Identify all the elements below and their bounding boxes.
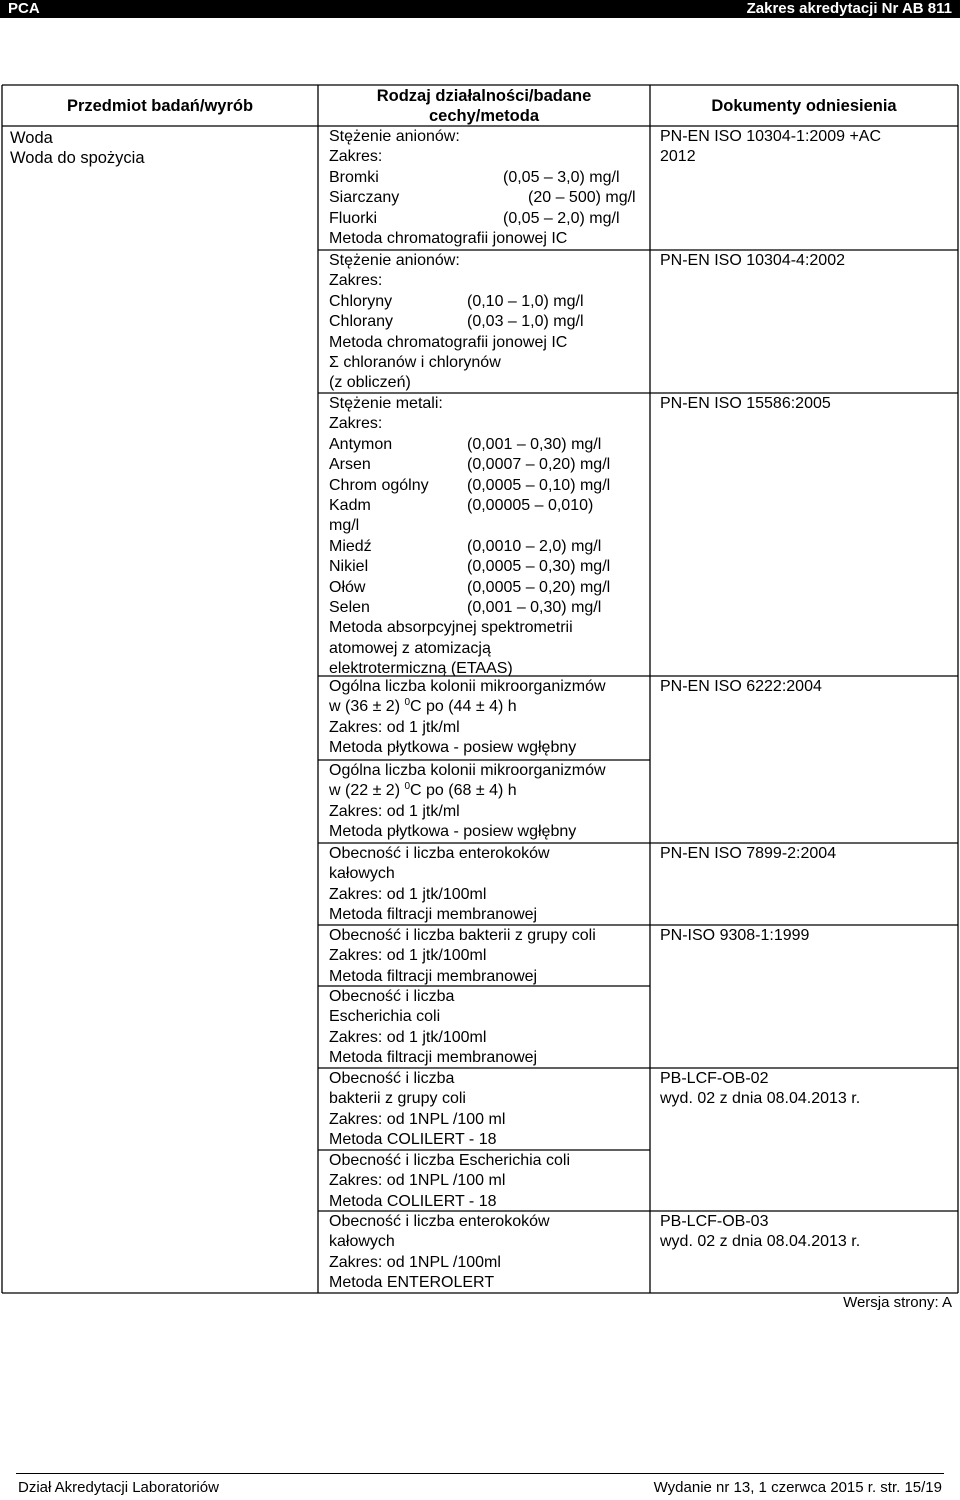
- reference-document-line: PN-EN ISO 15586:2005: [660, 395, 831, 412]
- activity-text-cont: C po (44 ± 4) h: [410, 698, 517, 716]
- reference-document-line: wyd. 02 z dnia 08.04.2013 r.: [660, 1090, 861, 1108]
- activity-text: Ogólna liczba kolonii mikroorganizmów: [329, 762, 606, 779]
- activity-line: [329, 618, 645, 638]
- activity-line: [329, 516, 645, 536]
- activity-line: [329, 1110, 645, 1130]
- reference-document-cell: [660, 127, 954, 168]
- activity-text: kałowych: [329, 865, 395, 883]
- activity-text: Obecność i liczba enterokoków: [329, 845, 550, 862]
- activity-line: [329, 271, 645, 291]
- activity-line: [329, 373, 645, 393]
- activity-line: [329, 578, 645, 598]
- activity-text: atomowej z atomizacją: [329, 639, 491, 657]
- activity-text: Metoda COLILERT - 18: [329, 1192, 497, 1210]
- reference-document-cell: [660, 844, 954, 864]
- page-version: Wersja strony: A: [843, 1294, 952, 1311]
- activity-text: Escherichia coli: [329, 1008, 441, 1026]
- activity-cell: [329, 761, 645, 843]
- activity-text: Zakres: od 1 jtk/ml: [329, 718, 460, 736]
- activity-text: Stężenie metali:: [329, 395, 443, 412]
- activity-cell: [329, 926, 645, 987]
- activity-text: Chloryny: [329, 292, 393, 310]
- activity-text: Kadm: [329, 496, 371, 514]
- subject-cell: [10, 128, 145, 169]
- range-value: (20 – 500) mg/l: [528, 189, 636, 207]
- header-bar: [0, 0, 960, 18]
- activity-line: [329, 885, 645, 905]
- activity-text: Zakres: od 1NPL /100ml: [329, 1253, 501, 1271]
- activity-text: Zakres: od 1NPL /100 ml: [329, 1110, 506, 1128]
- reference-document-line: 2012: [660, 148, 696, 166]
- activity-cell: [329, 1069, 645, 1151]
- activity-line: [329, 333, 645, 353]
- activity-line: [329, 209, 645, 229]
- reference-document-cell: [660, 677, 954, 697]
- activity-text: Metoda filtracji membranowej: [329, 1049, 538, 1067]
- activity-line: [329, 312, 645, 332]
- activity-line: [329, 697, 645, 717]
- activity-text: Zakres:: [329, 272, 383, 290]
- activity-line: [329, 1273, 645, 1293]
- activity-cell: [329, 251, 645, 394]
- reference-document-cell: [660, 1069, 954, 1110]
- activity-text: Nikiel: [329, 558, 369, 576]
- activity-line: [329, 677, 645, 697]
- activity-text: Metoda filtracji membranowej: [329, 906, 538, 924]
- activity-text: Stężenie anionów:: [329, 252, 460, 269]
- reference-document-line: PN-EN ISO 10304-4:2002: [660, 252, 845, 269]
- activity-text: Selen: [329, 598, 370, 616]
- range-value: (0,05 – 2,0) mg/l: [503, 209, 620, 227]
- activity-line: [329, 1130, 645, 1150]
- activity-line: [329, 188, 645, 208]
- activity-cell: [329, 394, 645, 679]
- activity-text: Antymon: [329, 435, 393, 453]
- activity-text: Obecność i liczba: [329, 1070, 455, 1087]
- range-value: (0,0005 – 0,20) mg/l: [467, 578, 611, 596]
- activity-text: mg/l: [329, 517, 360, 535]
- activity-text: Zakres:: [329, 148, 383, 166]
- column-header-activity: Rodzaj działalności/badane cechy/metoda: [376, 87, 592, 125]
- reference-document-line: PB-LCF-OB-03: [660, 1213, 769, 1230]
- activity-text: Metoda COLILERT - 18: [329, 1131, 497, 1149]
- activity-line: [329, 761, 645, 781]
- activity-text: w (22 ± 2): [329, 782, 405, 800]
- activity-line: [329, 557, 645, 577]
- footer-edition: Wydanie nr 13, 1 czerwca 2015 r. str. 15/19: [653, 1479, 942, 1496]
- activity-cell: [329, 844, 645, 926]
- activity-line: [329, 844, 645, 864]
- activity-text: Metoda płytkowa - posiew wgłębny: [329, 823, 577, 841]
- activity-line: [329, 353, 645, 373]
- reference-document-line: PN-ISO 9308-1:1999: [660, 927, 810, 944]
- subject-line: Woda do spożycia: [10, 149, 145, 168]
- activity-cell: [329, 127, 645, 249]
- activity-line: [329, 967, 645, 987]
- activity-line: [329, 905, 645, 925]
- activity-text: Arsen: [329, 456, 371, 474]
- header-title: Zakres akredytacji Nr AB 811: [746, 0, 952, 17]
- activity-line: [329, 127, 645, 147]
- activity-text: Chlorany: [329, 313, 394, 331]
- activity-line: [329, 864, 645, 884]
- activity-cell: [329, 677, 645, 759]
- activity-text: Stężenie anionów:: [329, 128, 460, 145]
- activity-text: Zakres: od 1 jtk/100ml: [329, 885, 487, 903]
- degree-superscript: 0: [404, 697, 411, 709]
- subject-line: Woda: [10, 129, 53, 147]
- activity-text: Fluorki: [329, 209, 378, 227]
- activity-line: [329, 1089, 645, 1109]
- activity-line: [329, 496, 645, 516]
- activity-line: [329, 781, 645, 801]
- activity-line: [329, 147, 645, 167]
- activity-text: elektrotermiczną (ETAAS): [329, 660, 513, 678]
- activity-line: [329, 802, 645, 822]
- activity-text: Obecność i liczba bakterii z grupy coli: [329, 927, 596, 944]
- activity-line: [329, 926, 645, 946]
- activity-text: Metoda ENTEROLERT: [329, 1274, 495, 1292]
- activity-text: Obecność i liczba: [329, 988, 455, 1005]
- activity-cell: [329, 1212, 645, 1294]
- activity-line: [329, 1253, 645, 1273]
- activity-text: kałowych: [329, 1233, 395, 1251]
- footer-department: Dział Akredytacji Laboratoriów: [18, 1479, 219, 1496]
- activity-line: [329, 476, 645, 496]
- reference-document-cell: [660, 394, 954, 414]
- activity-text: Obecność i liczba enterokoków: [329, 1213, 550, 1230]
- range-value: (0,10 – 1,0) mg/l: [467, 292, 584, 310]
- activity-line: [329, 946, 645, 966]
- activity-line: [329, 394, 645, 414]
- range-value: (0,0007 – 0,20) mg/l: [467, 456, 611, 474]
- activity-line: [329, 598, 645, 618]
- range-value: (0,0010 – 2,0) mg/l: [467, 537, 602, 555]
- activity-text: Obecność i liczba Escherichia coli: [329, 1152, 570, 1169]
- activity-text: Zakres: od 1 jtk/100ml: [329, 947, 487, 965]
- reference-document-line: PN-EN ISO 10304-1:2009 +AC: [660, 128, 882, 145]
- activity-line: [329, 987, 645, 1007]
- range-value: (0,001 – 0,30) mg/l: [467, 598, 602, 616]
- reference-document-cell: [660, 926, 954, 946]
- degree-superscript: 0: [404, 781, 411, 793]
- range-value: (0,0005 – 0,30) mg/l: [467, 558, 611, 576]
- activity-line: [329, 1048, 645, 1068]
- activity-text: Zakres: od 1NPL /100 ml: [329, 1172, 506, 1190]
- activity-line: [329, 738, 645, 758]
- column-header-subject: Przedmiot badań/wyrób: [66, 97, 254, 115]
- activity-line: [329, 229, 645, 249]
- activity-text: Miedź: [329, 537, 372, 555]
- reference-document-cell: [660, 251, 954, 271]
- activity-line: [329, 435, 645, 455]
- activity-line: [329, 251, 645, 271]
- reference-document-line: wyd. 02 z dnia 08.04.2013 r.: [660, 1233, 861, 1251]
- range-value: (0,05 – 3,0) mg/l: [503, 168, 620, 186]
- activity-line: [329, 1232, 645, 1252]
- activity-line: [329, 639, 645, 659]
- activity-line: [329, 1069, 645, 1089]
- activity-text: Metoda filtracji membranowej: [329, 967, 538, 985]
- range-value: (0,03 – 1,0) mg/l: [467, 313, 584, 331]
- reference-document-cell: [660, 1212, 954, 1253]
- header-org: PCA: [8, 0, 40, 17]
- activity-text: Metoda absorpcyjnej spektrometrii: [329, 619, 573, 637]
- activity-line: [329, 822, 645, 842]
- activity-text: Metoda chromatografii jonowej IC: [329, 229, 568, 247]
- activity-cell: [329, 1151, 645, 1212]
- activity-line: [329, 718, 645, 738]
- activity-line: [329, 455, 645, 475]
- reference-document-line: PN-EN ISO 7899-2:2004: [660, 845, 837, 862]
- activity-line: [329, 414, 645, 434]
- activity-text: Σ chloranów i chlorynów: [329, 353, 501, 371]
- activity-line: [329, 1192, 645, 1212]
- activity-text: Ołów: [329, 578, 366, 596]
- footer-divider: [16, 1473, 944, 1474]
- activity-cell: [329, 987, 645, 1069]
- activity-line: [329, 1212, 645, 1232]
- activity-text: Zakres:: [329, 415, 383, 433]
- activity-line: [329, 292, 645, 312]
- activity-text: bakterii z grupy coli: [329, 1090, 466, 1108]
- activity-line: [329, 1007, 645, 1027]
- activity-text: Metoda płytkowa - posiew wgłębny: [329, 739, 577, 757]
- range-value: (0,0005 – 0,10) mg/l: [467, 476, 611, 494]
- reference-document-line: PN-EN ISO 6222:2004: [660, 678, 822, 695]
- activity-text: Chrom ogólny: [329, 476, 429, 494]
- range-value: (0,001 – 0,30) mg/l: [467, 435, 602, 453]
- activity-line: [329, 168, 645, 188]
- activity-text: Zakres: od 1 jtk/100ml: [329, 1028, 487, 1046]
- activity-text: Ogólna liczba kolonii mikroorganizmów: [329, 678, 606, 695]
- activity-line: [329, 1171, 645, 1191]
- activity-text: Siarczany: [329, 189, 400, 207]
- activity-line: [329, 1028, 645, 1048]
- activity-line: [329, 1151, 645, 1171]
- reference-document-line: PB-LCF-OB-02: [660, 1070, 769, 1087]
- range-value: (0,00005 – 0,010): [467, 496, 594, 514]
- activity-text: Metoda chromatografii jonowej IC: [329, 333, 568, 351]
- activity-text: (z obliczeń): [329, 374, 411, 392]
- activity-text: w (36 ± 2): [329, 698, 405, 716]
- activity-text: Zakres: od 1 jtk/ml: [329, 802, 460, 820]
- activity-text: Bromki: [329, 168, 379, 186]
- column-header-documents: Dokumenty odniesienia: [711, 97, 897, 115]
- activity-line: [329, 537, 645, 557]
- activity-text-cont: C po (68 ± 4) h: [410, 782, 517, 800]
